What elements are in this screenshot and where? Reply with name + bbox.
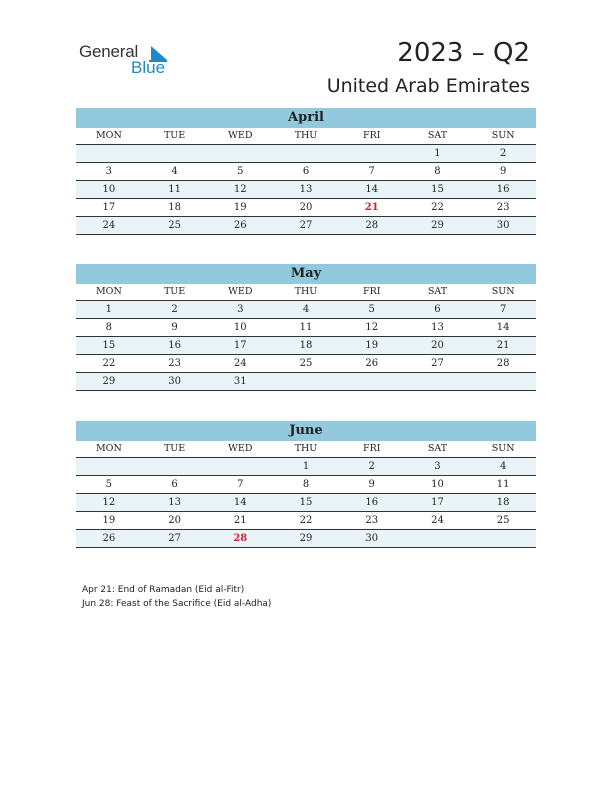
day-cell: 8 <box>302 479 310 490</box>
day-cell: 24 <box>233 358 247 369</box>
day-cell: 6 <box>171 479 178 490</box>
weekday-label: THU <box>294 443 318 454</box>
day-cell: 15 <box>299 497 313 508</box>
day-cell: 21 <box>233 515 247 526</box>
weekday-label: SAT <box>427 130 448 141</box>
day-cell: 30 <box>168 376 181 387</box>
day-cell: 22 <box>299 515 313 526</box>
day-cell: 9 <box>368 479 375 490</box>
day-cell: 16 <box>496 184 510 195</box>
day-cell: 12 <box>233 184 247 195</box>
day-cell: 16 <box>168 340 181 351</box>
weekday-header-row <box>76 128 536 145</box>
day-cell: 12 <box>365 322 379 333</box>
day-cell: 26 <box>102 533 116 544</box>
weekday-label: FRI <box>362 130 381 141</box>
week-row <box>76 199 536 217</box>
day-cell: 7 <box>368 166 375 177</box>
week-row <box>76 181 536 199</box>
generalblue-logo <box>79 40 179 80</box>
day-cell: 6 <box>302 166 310 177</box>
day-cell: 18 <box>299 340 313 351</box>
week-row <box>76 337 536 355</box>
month-name: June <box>76 421 536 441</box>
week-row <box>76 530 536 548</box>
holiday-note: Apr 21: End of Ramadan (Eid al-Fitr) <box>82 585 245 595</box>
week-row <box>76 145 536 163</box>
weekday-label: TUE <box>163 130 186 141</box>
day-cell <box>76 145 142 162</box>
logo-general-text: General <box>79 42 139 61</box>
day-cell: 3 <box>237 304 244 315</box>
week-row <box>76 458 536 476</box>
weekday-label: THU <box>294 130 318 141</box>
day-cell: 22 <box>431 202 444 213</box>
weekday-label: FRI <box>362 286 381 297</box>
week-row <box>76 319 536 337</box>
weekday-label: FRI <box>362 443 381 454</box>
day-cell: 29 <box>102 376 116 387</box>
weekday-label: SUN <box>491 443 515 454</box>
month-1 <box>76 264 536 391</box>
day-cell: 4 <box>499 461 507 472</box>
day-cell: 27 <box>431 358 444 369</box>
day-cell: 2 <box>368 461 375 472</box>
day-cell: 5 <box>105 479 113 490</box>
day-cell: 14 <box>496 322 510 333</box>
logo-blue-text: Blue <box>131 58 166 77</box>
day-cell: 27 <box>299 220 313 231</box>
day-cell: 1 <box>434 148 441 159</box>
day-cell: 30 <box>496 220 510 231</box>
day-cell <box>142 145 208 162</box>
day-cell: 7 <box>237 479 244 490</box>
day-cell: 13 <box>299 184 313 195</box>
day-cell: 23 <box>365 515 379 526</box>
weekday-label: WED <box>228 443 253 454</box>
day-cell <box>76 458 142 475</box>
day-cell: 28 <box>365 220 379 231</box>
day-cell <box>273 145 339 162</box>
day-cell: 25 <box>299 358 313 369</box>
week-row <box>76 373 536 391</box>
day-cell: 11 <box>299 322 313 333</box>
weekday-label: SAT <box>427 286 448 297</box>
day-cell: 25 <box>496 515 510 526</box>
weekday-label: WED <box>228 130 253 141</box>
weekday-label: MON <box>95 130 122 141</box>
day-cell: 20 <box>299 202 313 213</box>
day-cell: 31 <box>233 376 247 387</box>
day-cell: 28 <box>496 358 510 369</box>
weekday-header-row <box>76 284 536 301</box>
day-cell: 24 <box>102 220 116 231</box>
holiday-notes <box>82 583 271 611</box>
day-cell <box>207 145 273 162</box>
day-cell: 7 <box>499 304 507 315</box>
day-cell: 14 <box>233 497 247 508</box>
day-cell: 11 <box>168 184 181 195</box>
day-cell: 10 <box>431 479 444 490</box>
holiday-day-cell: 28 <box>233 533 248 544</box>
day-cell: 23 <box>168 358 181 369</box>
day-cell <box>273 373 339 390</box>
day-cell: 25 <box>168 220 181 231</box>
day-cell <box>339 145 405 162</box>
week-row <box>76 512 536 530</box>
day-cell: 1 <box>302 461 310 472</box>
day-cell: 30 <box>365 533 379 544</box>
week-row <box>76 301 536 319</box>
day-cell: 10 <box>102 184 116 195</box>
weekday-label: SUN <box>491 286 515 297</box>
day-cell: 19 <box>102 515 116 526</box>
day-cell: 5 <box>368 304 375 315</box>
day-cell <box>339 373 405 390</box>
weekday-label: SUN <box>491 130 515 141</box>
weekday-label: MON <box>95 443 122 454</box>
day-cell: 15 <box>102 340 116 351</box>
holiday-day-cell: 21 <box>364 202 379 213</box>
day-cell: 2 <box>171 304 178 315</box>
day-cell: 15 <box>431 184 444 195</box>
day-cell: 5 <box>237 166 244 177</box>
weekday-label: TUE <box>163 286 186 297</box>
month-0 <box>76 108 536 235</box>
day-cell: 6 <box>434 304 441 315</box>
day-cell <box>405 373 471 390</box>
week-row <box>76 476 536 494</box>
day-cell <box>142 458 208 475</box>
week-row <box>76 163 536 181</box>
day-cell: 3 <box>434 461 441 472</box>
day-cell: 18 <box>168 202 181 213</box>
week-row <box>76 355 536 373</box>
day-cell: 18 <box>496 497 510 508</box>
weekday-header-row <box>76 441 536 458</box>
day-cell: 20 <box>431 340 444 351</box>
day-cell: 17 <box>233 340 247 351</box>
day-cell: 20 <box>168 515 181 526</box>
day-cell: 1 <box>105 304 113 315</box>
day-cell: 22 <box>102 358 116 369</box>
weekday-label: THU <box>294 286 318 297</box>
day-cell: 9 <box>499 166 507 177</box>
day-cell: 8 <box>434 166 441 177</box>
day-cell <box>470 373 536 390</box>
weekday-label: TUE <box>163 443 186 454</box>
day-cell: 26 <box>365 358 379 369</box>
day-cell: 19 <box>365 340 379 351</box>
day-cell: 24 <box>431 515 444 526</box>
page-title: 2023 – Q2 <box>397 38 530 68</box>
day-cell: 29 <box>431 220 444 231</box>
day-cell: 3 <box>105 166 113 177</box>
day-cell: 19 <box>233 202 247 213</box>
day-cell: 9 <box>171 322 178 333</box>
day-cell <box>207 458 273 475</box>
day-cell: 14 <box>365 184 379 195</box>
month-2 <box>76 421 536 548</box>
day-cell: 27 <box>168 533 181 544</box>
weekday-label: SAT <box>427 443 448 454</box>
day-cell: 13 <box>431 322 444 333</box>
day-cell: 12 <box>102 497 116 508</box>
day-cell: 26 <box>233 220 247 231</box>
day-cell: 21 <box>496 340 510 351</box>
day-cell: 17 <box>431 497 444 508</box>
day-cell: 2 <box>499 148 507 159</box>
day-cell: 13 <box>168 497 181 508</box>
day-cell: 17 <box>102 202 116 213</box>
day-cell: 8 <box>105 322 113 333</box>
weekday-label: MON <box>95 286 122 297</box>
month-name: May <box>76 264 536 284</box>
day-cell: 16 <box>365 497 379 508</box>
weekday-label: WED <box>228 286 253 297</box>
week-row <box>76 217 536 235</box>
day-cell: 10 <box>233 322 247 333</box>
holiday-note: Jun 28: Feast of the Sacrifice (Eid al-Adha) <box>82 599 272 609</box>
day-cell <box>470 530 536 547</box>
day-cell: 29 <box>299 533 313 544</box>
month-name: April <box>76 108 536 128</box>
day-cell: 11 <box>496 479 510 490</box>
day-cell: 4 <box>171 166 178 177</box>
week-row <box>76 494 536 512</box>
day-cell: 4 <box>302 304 310 315</box>
page-subtitle: United Arab Emirates <box>326 75 530 97</box>
day-cell <box>405 530 471 547</box>
day-cell: 23 <box>496 202 510 213</box>
